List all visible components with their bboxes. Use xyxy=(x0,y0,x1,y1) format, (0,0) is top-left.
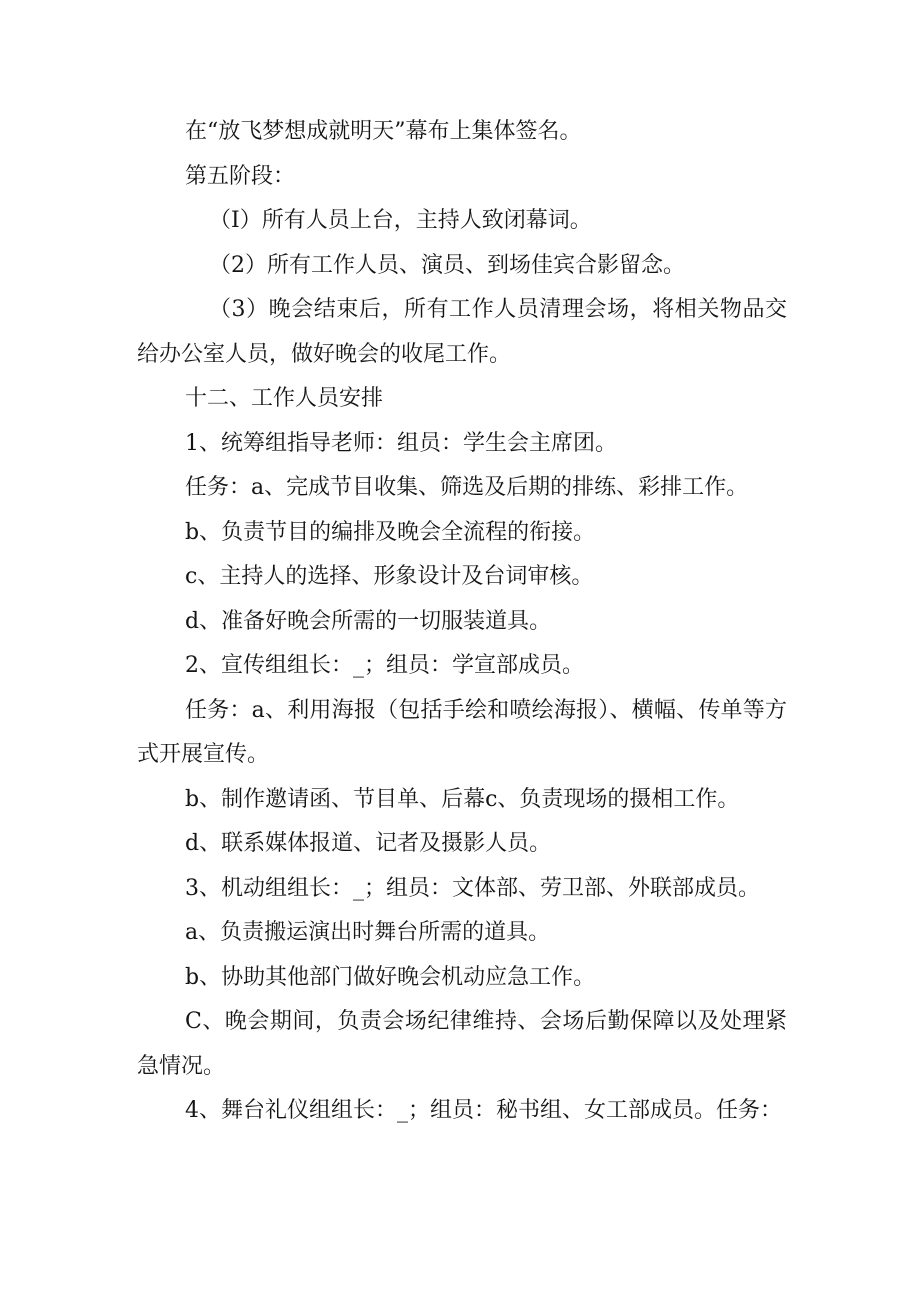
paragraph-signature: 在“放飞梦想成就明天”幕布上集体签名。 xyxy=(185,119,582,144)
paragraph-publicity-task-b: b、制作邀请函、节目单、后幕c、负责现场的摄相工作。 xyxy=(185,786,740,812)
paragraph-stage-five-heading: 第五阶段： xyxy=(185,163,296,189)
paragraph-coordination-task-d: d、准备好晚会所需的一切服装道具。 xyxy=(185,608,552,634)
paragraph-mobile-group: 3、机动组组长：_；组员：文体部、劳卫部、外联部成员。 xyxy=(185,875,760,901)
paragraph-coordination-task-b: b、负责节目的编排及晚会全流程的衔接。 xyxy=(185,519,596,545)
paragraph-stage-etiquette-group: 4、舞台礼仪组组长：_；组员：秘书组、女工部成员。任务： xyxy=(185,1098,782,1123)
paragraph-stage-five-item-1: （I）所有人员上台，主持人致闭幕词。 xyxy=(209,208,592,233)
paragraph-coordination-task-c: c、主持人的选择、形象设计及台词审核。 xyxy=(185,564,594,589)
paragraph-stage-five-item-3: （3）晚会结束后，所有工作人员清理会场，将相关物品交给办公室人员，做好晚会的收尾工作。 xyxy=(137,297,787,367)
paragraph-coordination-task-a: 任务：a、完成节目收集、筛选及后期的排练、彩排工作。 xyxy=(185,475,749,500)
paragraph-coordination-group: 1、统筹组指导老师：组员：学生会主席团。 xyxy=(185,430,617,456)
section-heading-staff-arrangement: 十二、工作人员安排 xyxy=(185,386,384,411)
paragraph-publicity-task-d: d、联系媒体报道、记者及摄影人员。 xyxy=(185,831,552,856)
paragraph-mobile-task-a: a、负责搬运演出时舞台所需的道具。 xyxy=(185,920,551,945)
paragraph-mobile-task-c: C、晚会期间，负责会场纪律维持、会场后勤保障以及处理紧急情况。 xyxy=(137,1009,787,1079)
paragraph-publicity-group: 2、宣传组组长：_；组员：学宣部成员。 xyxy=(185,653,584,678)
paragraph-stage-five-item-2: （2）所有工作人员、演员、到场佳宾合影留念。 xyxy=(209,252,685,278)
paragraph-publicity-task-a: 任务：a、利用海报（包括手绘和喷绘海报）、横幅、传单等方式开展宣传。 xyxy=(137,697,787,767)
paragraph-mobile-task-b: b、协助其他部门做好晚会机动应急工作。 xyxy=(185,964,596,990)
document-body xyxy=(137,110,787,1134)
